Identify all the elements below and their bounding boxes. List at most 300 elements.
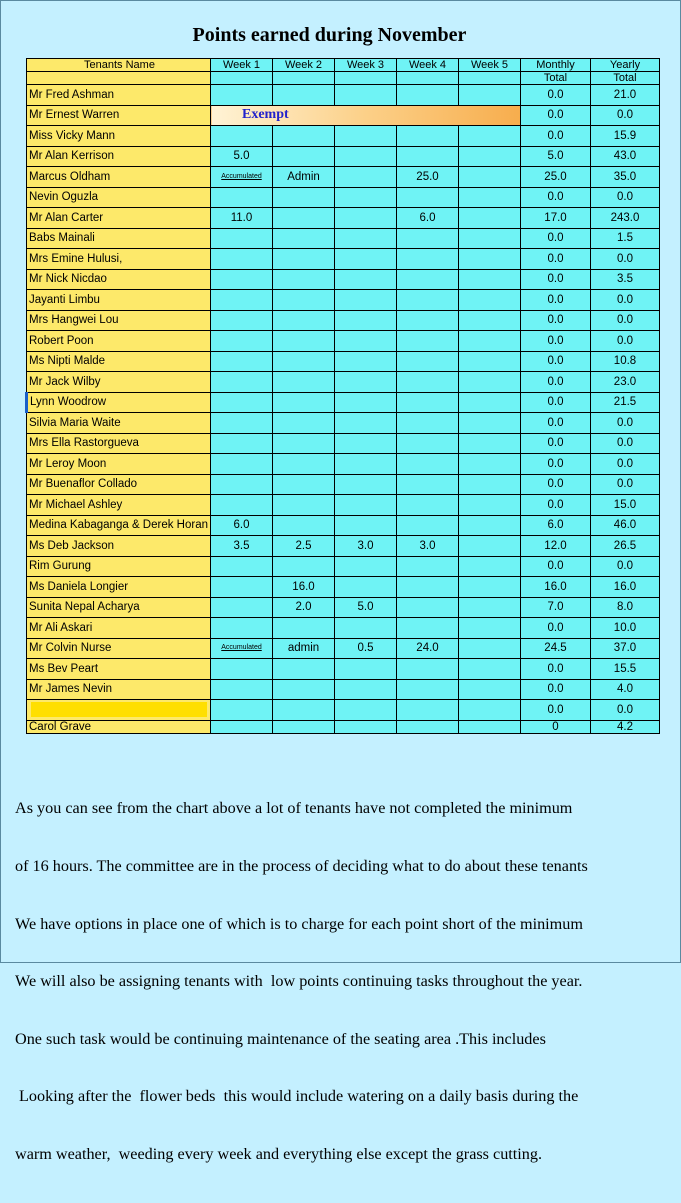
week-1-cell[interactable] (211, 126, 273, 147)
week-3-cell[interactable] (335, 167, 397, 188)
week-4-cell[interactable] (397, 413, 459, 434)
monthly-total-cell[interactable]: 12.0 (521, 536, 591, 557)
week-4-cell[interactable] (397, 310, 459, 331)
week-1-cell[interactable] (211, 351, 273, 372)
week-5-cell[interactable] (459, 85, 521, 106)
yearly-total-cell[interactable]: 0.0 (591, 187, 660, 208)
week-2-cell[interactable] (273, 556, 335, 577)
monthly-total-cell[interactable]: 16.0 (521, 577, 591, 598)
monthly-total-cell[interactable]: 0.0 (521, 126, 591, 147)
week-3-cell[interactable] (335, 228, 397, 249)
week-3-cell[interactable] (335, 392, 397, 413)
week-2-cell[interactable] (273, 331, 335, 352)
week-3-cell[interactable] (335, 208, 397, 229)
week-1-cell[interactable] (211, 392, 273, 413)
yearly-total-cell[interactable]: 8.0 (591, 597, 660, 618)
week-3-cell[interactable] (335, 269, 397, 290)
week-4-cell[interactable] (397, 372, 459, 393)
week-2-cell[interactable] (273, 495, 335, 516)
yearly-total-cell[interactable]: 10.8 (591, 351, 660, 372)
yearly-total-cell[interactable]: 4.0 (591, 679, 660, 700)
tenant-name-cell[interactable]: Mr Colvin Nurse (27, 638, 211, 659)
week-3-cell[interactable] (335, 618, 397, 639)
week-4-cell[interactable] (397, 146, 459, 167)
week-5-cell[interactable] (459, 228, 521, 249)
week-2-cell[interactable] (273, 310, 335, 331)
table-row (27, 85, 660, 106)
table-row (27, 208, 660, 229)
week-2-cell[interactable] (273, 720, 335, 733)
week-4-cell[interactable] (397, 454, 459, 475)
tenant-name-cell[interactable]: Carol Grave (27, 720, 211, 733)
monthly-total-cell[interactable]: 25.0 (521, 167, 591, 188)
week-4-cell[interactable] (397, 659, 459, 680)
week-1-cell[interactable] (211, 618, 273, 639)
table-row (27, 187, 660, 208)
monthly-total-cell[interactable]: 0.0 (521, 105, 591, 126)
week-4-cell[interactable] (397, 228, 459, 249)
monthly-total-cell[interactable]: 0.0 (521, 372, 591, 393)
header-monthly: Monthly (521, 59, 591, 72)
tenant-name-cell[interactable]: Ms Deb Jackson (27, 536, 211, 557)
week-4-cell[interactable] (397, 556, 459, 577)
yearly-total-cell[interactable]: 15.9 (591, 126, 660, 147)
week-2-cell[interactable] (273, 290, 335, 311)
week-4-cell[interactable] (397, 433, 459, 454)
week-3-cell[interactable] (335, 85, 397, 106)
week-2-cell[interactable] (273, 269, 335, 290)
week-2-cell[interactable] (273, 85, 335, 106)
header-blank-cell (335, 72, 397, 85)
monthly-total-cell[interactable]: 24.5 (521, 638, 591, 659)
week-5-cell[interactable] (459, 351, 521, 372)
header-tenants-name: Tenants Name (27, 59, 211, 72)
tenant-name-cell[interactable]: Mrs Ella Rastorgueva (27, 433, 211, 454)
explanation-paragraph (15, 761, 681, 1203)
monthly-total-cell[interactable]: 0.0 (521, 249, 591, 270)
yearly-total-cell[interactable]: 0.0 (591, 290, 660, 311)
tenant-name-cell[interactable]: Mr Ernest Warren (27, 105, 211, 126)
week-1-cell[interactable] (211, 228, 273, 249)
week-3-cell[interactable] (335, 351, 397, 372)
week-3-cell[interactable] (335, 249, 397, 270)
week-1-cell[interactable] (211, 249, 273, 270)
week-3-cell[interactable] (335, 290, 397, 311)
week-5-cell[interactable] (459, 495, 521, 516)
table-row (27, 597, 660, 618)
table-row (27, 720, 660, 733)
table-row (27, 618, 660, 639)
week-2-cell[interactable] (273, 146, 335, 167)
yearly-total-cell[interactable]: 0.0 (591, 331, 660, 352)
paragraph-line: of 16 hours. The committee are in the process of deciding what to do about these tenants (15, 857, 588, 876)
week-3-cell[interactable]: 0.5 (335, 638, 397, 659)
week-1-cell[interactable] (211, 454, 273, 475)
week-3-cell[interactable] (335, 146, 397, 167)
week-1-cell[interactable] (211, 372, 273, 393)
tenant-name-cell[interactable]: Mr Jack Wilby (27, 372, 211, 393)
week-5-cell[interactable] (459, 167, 521, 188)
week-5-cell[interactable] (459, 474, 521, 495)
tenant-name-cell[interactable]: Jayanti Limbu (27, 290, 211, 311)
week-5-cell[interactable] (459, 577, 521, 598)
week-4-cell[interactable] (397, 331, 459, 352)
monthly-total-cell[interactable]: 0.0 (521, 331, 591, 352)
tenant-name-cell[interactable]: Miss Vicky Mann (27, 126, 211, 147)
yearly-total-cell[interactable]: 0.0 (591, 413, 660, 434)
week-1-cell[interactable] (211, 679, 273, 700)
tenant-name-cell[interactable]: Robert Poon (27, 331, 211, 352)
yearly-total-cell[interactable]: 16.0 (591, 577, 660, 598)
monthly-total-cell[interactable]: 0.0 (521, 556, 591, 577)
week-4-cell[interactable]: 6.0 (397, 208, 459, 229)
monthly-total-cell[interactable]: 0.0 (521, 454, 591, 475)
week-2-cell[interactable] (273, 413, 335, 434)
week-4-cell[interactable] (397, 269, 459, 290)
week-4-cell[interactable] (397, 700, 459, 721)
header-yearly-total: Total (591, 72, 660, 85)
header-week-4: Week 4 (397, 59, 459, 72)
week-4-cell[interactable] (397, 351, 459, 372)
header-blank-cell (27, 72, 211, 85)
header-blank-cell (211, 72, 273, 85)
week-2-cell[interactable] (273, 187, 335, 208)
yearly-total-cell[interactable]: 0.0 (591, 454, 660, 475)
week-3-cell[interactable] (335, 454, 397, 475)
week-5-cell[interactable] (459, 679, 521, 700)
tenant-name-cell[interactable]: Lynn Woodrow (27, 392, 211, 413)
tenant-name-cell[interactable]: Mr Alan Kerrison (27, 146, 211, 167)
table-row (27, 433, 660, 454)
header-row-2 (27, 72, 660, 85)
monthly-total-cell[interactable]: 0.0 (521, 474, 591, 495)
week-3-cell[interactable] (335, 700, 397, 721)
highlighted-empty-name (31, 702, 207, 717)
tenant-name-cell[interactable]: Mr Buenaflor Collado (27, 474, 211, 495)
week-5-cell[interactable] (459, 536, 521, 557)
yearly-total-cell[interactable]: 1.5 (591, 228, 660, 249)
week-2-cell[interactable] (273, 208, 335, 229)
week-4-cell[interactable] (397, 577, 459, 598)
week-3-cell[interactable] (335, 577, 397, 598)
week-5-cell[interactable] (459, 638, 521, 659)
yearly-total-cell[interactable]: 0.0 (591, 474, 660, 495)
monthly-total-cell[interactable]: 0.0 (521, 290, 591, 311)
week-3-cell[interactable] (335, 515, 397, 536)
week-3-cell[interactable] (335, 187, 397, 208)
week-5-cell[interactable] (459, 659, 521, 680)
week-5-cell[interactable] (459, 392, 521, 413)
yearly-total-cell[interactable]: 43.0 (591, 146, 660, 167)
yearly-total-cell[interactable]: 46.0 (591, 515, 660, 536)
week-5-cell[interactable] (459, 146, 521, 167)
week-3-cell[interactable] (335, 413, 397, 434)
week-1-cell[interactable] (211, 331, 273, 352)
monthly-total-cell[interactable]: 0.0 (521, 700, 591, 721)
yearly-total-cell[interactable]: 4.2 (591, 720, 660, 733)
week-1-cell[interactable] (211, 85, 273, 106)
monthly-total-cell[interactable]: 0.0 (521, 228, 591, 249)
week-2-cell[interactable] (273, 228, 335, 249)
table-row (27, 249, 660, 270)
week-1-cell[interactable] (211, 720, 273, 733)
tenant-name-cell[interactable]: Rim Gurung (27, 556, 211, 577)
yearly-total-cell[interactable]: 26.5 (591, 536, 660, 557)
table-row (27, 372, 660, 393)
yearly-total-cell[interactable]: 35.0 (591, 167, 660, 188)
week-5-cell[interactable] (459, 208, 521, 229)
week-1-cell[interactable]: 3.5 (211, 536, 273, 557)
week-4-cell[interactable] (397, 495, 459, 516)
week-5-cell[interactable] (459, 187, 521, 208)
week-4-cell[interactable] (397, 474, 459, 495)
monthly-total-cell[interactable]: 0.0 (521, 187, 591, 208)
tenant-name-cell[interactable] (27, 700, 211, 721)
week-3-cell[interactable] (335, 310, 397, 331)
week-2-cell[interactable]: 2.0 (273, 597, 335, 618)
monthly-total-cell[interactable]: 0.0 (521, 351, 591, 372)
tenant-name-cell[interactable]: Medina Kabaganga & Derek Horan (27, 515, 211, 536)
tenant-name-cell[interactable]: Mrs Emine Hulusi, (27, 249, 211, 270)
yearly-total-cell[interactable]: 21.0 (591, 85, 660, 106)
monthly-total-cell[interactable]: 0.0 (521, 413, 591, 434)
week-4-cell[interactable] (397, 187, 459, 208)
monthly-total-cell[interactable]: 5.0 (521, 146, 591, 167)
week-4-cell[interactable] (397, 618, 459, 639)
week-4-cell[interactable] (397, 679, 459, 700)
week-5-cell[interactable] (459, 290, 521, 311)
week-4-cell[interactable]: 24.0 (397, 638, 459, 659)
week-4-cell[interactable] (397, 290, 459, 311)
tenant-name-cell[interactable]: Babs Mainali (27, 228, 211, 249)
table-row (27, 474, 660, 495)
week-3-cell[interactable] (335, 433, 397, 454)
week-1-cell[interactable]: 5.0 (211, 146, 273, 167)
week-4-cell[interactable] (397, 392, 459, 413)
header-blank-cell (273, 72, 335, 85)
week-5-cell[interactable] (459, 269, 521, 290)
week-1-cell[interactable] (211, 413, 273, 434)
week-3-cell[interactable] (335, 720, 397, 733)
week-4-cell[interactable] (397, 85, 459, 106)
header-row (27, 59, 660, 72)
monthly-total-cell[interactable]: 0.0 (521, 679, 591, 700)
week-2-cell[interactable] (273, 454, 335, 475)
week-1-cell[interactable] (211, 700, 273, 721)
week-1-cell[interactable] (211, 659, 273, 680)
yearly-total-cell[interactable]: 21.5 (591, 392, 660, 413)
points-table (25, 58, 660, 734)
table-row (27, 146, 660, 167)
week-2-cell[interactable] (273, 700, 335, 721)
table-row (27, 392, 660, 413)
tenant-name-cell[interactable]: Mr James Nevin (27, 679, 211, 700)
week-2-cell[interactable] (273, 679, 335, 700)
yearly-total-cell[interactable]: 0.0 (591, 433, 660, 454)
week-4-cell[interactable] (397, 126, 459, 147)
week-2-cell[interactable] (273, 126, 335, 147)
tenant-name-cell[interactable]: Mr Nick Nicdao (27, 269, 211, 290)
week-5-cell[interactable] (459, 720, 521, 733)
yearly-total-cell[interactable]: 0.0 (591, 105, 660, 126)
monthly-total-cell[interactable]: 0.0 (521, 433, 591, 454)
week-4-cell[interactable] (397, 597, 459, 618)
tenant-name-cell[interactable]: Sunita Nepal Acharya (27, 597, 211, 618)
tenant-name-cell[interactable]: Ms Daniela Longier (27, 577, 211, 598)
week-4-cell[interactable] (397, 515, 459, 536)
yearly-total-cell[interactable]: 23.0 (591, 372, 660, 393)
yearly-total-cell[interactable]: 37.0 (591, 638, 660, 659)
week-5-cell[interactable] (459, 310, 521, 331)
week-4-cell[interactable]: 25.0 (397, 167, 459, 188)
table-row (27, 351, 660, 372)
tenant-name-cell[interactable]: Ms Bev Peart (27, 659, 211, 680)
paragraph-line: We will also be assigning tenants with low points continuing tasks throughout the year. (15, 972, 583, 991)
week-1-cell[interactable] (211, 187, 273, 208)
week-2-cell[interactable] (273, 433, 335, 454)
tenant-name-cell[interactable]: Mr Leroy Moon (27, 454, 211, 475)
week-2-cell[interactable] (273, 515, 335, 536)
week-1-cell[interactable]: Accumulated (211, 638, 273, 659)
table-row (27, 269, 660, 290)
table-row (27, 638, 660, 659)
table-row (27, 310, 660, 331)
week-2-cell[interactable] (273, 618, 335, 639)
week-1-cell[interactable]: Accumulated (211, 167, 273, 188)
yearly-total-cell[interactable]: 0.0 (591, 556, 660, 577)
table-row (27, 167, 660, 188)
week-5-cell[interactable] (459, 515, 521, 536)
monthly-total-cell[interactable]: 0.0 (521, 618, 591, 639)
week-4-cell[interactable] (397, 720, 459, 733)
tenant-name-cell[interactable]: Nevin Oguzla (27, 187, 211, 208)
week-1-cell[interactable] (211, 474, 273, 495)
yearly-total-cell[interactable]: 0.0 (591, 249, 660, 270)
paragraph-line: We have options in place one of which is to charge for each point short of the minimum (15, 914, 583, 933)
week-5-cell[interactable] (459, 454, 521, 475)
week-2-cell[interactable]: 2.5 (273, 536, 335, 557)
week-5-cell[interactable] (459, 597, 521, 618)
week-1-cell[interactable] (211, 597, 273, 618)
week-2-cell[interactable]: Admin (273, 167, 335, 188)
week-4-cell[interactable] (397, 249, 459, 270)
header-monthly-total: Total (521, 72, 591, 85)
week-2-cell[interactable] (273, 659, 335, 680)
yearly-total-cell[interactable]: 3.5 (591, 269, 660, 290)
table-row (27, 413, 660, 434)
tenant-name-cell[interactable]: Mr Michael Ashley (27, 495, 211, 516)
monthly-total-cell[interactable]: 0.0 (521, 269, 591, 290)
tenant-name-cell[interactable]: Ms Nipti Malde (27, 351, 211, 372)
monthly-total-cell[interactable]: 6.0 (521, 515, 591, 536)
tenant-name-cell[interactable]: Mrs Hangwei Lou (27, 310, 211, 331)
yearly-total-cell[interactable]: 15.5 (591, 659, 660, 680)
week-5-cell[interactable] (459, 433, 521, 454)
week-2-cell[interactable] (273, 372, 335, 393)
tenant-name-cell[interactable]: Mr Fred Ashman (27, 85, 211, 106)
week-3-cell[interactable] (335, 659, 397, 680)
week-3-cell[interactable]: 5.0 (335, 597, 397, 618)
week-1-cell[interactable] (211, 495, 273, 516)
week-5-cell[interactable] (459, 126, 521, 147)
week-4-cell[interactable]: 3.0 (397, 536, 459, 557)
week-2-cell[interactable]: 16.0 (273, 577, 335, 598)
monthly-total-cell[interactable]: 0.0 (521, 495, 591, 516)
page-title: Points earned during November (192, 24, 467, 46)
header-week-1: Week 1 (211, 59, 273, 72)
header-blank-cell (397, 72, 459, 85)
week-5-cell[interactable] (459, 700, 521, 721)
week-5-cell[interactable] (459, 413, 521, 434)
table-row (27, 659, 660, 680)
week-1-cell[interactable] (211, 269, 273, 290)
week-5-cell[interactable] (459, 556, 521, 577)
week-1-cell[interactable]: 11.0 (211, 208, 273, 229)
monthly-total-cell[interactable]: 0.0 (521, 392, 591, 413)
table-row (27, 679, 660, 700)
week-3-cell[interactable] (335, 372, 397, 393)
monthly-total-cell[interactable]: 0 (521, 720, 591, 733)
table-row (27, 515, 660, 536)
paragraph-line: Looking after the flower beds this would include watering on a daily basis during the (15, 1087, 579, 1106)
tenant-name-cell[interactable]: Marcus Oldham (27, 167, 211, 188)
tenant-name-cell[interactable]: Silvia Maria Waite (27, 413, 211, 434)
monthly-total-cell[interactable]: 7.0 (521, 597, 591, 618)
paragraph-line: One such task would be continuing maintenance of the seating area .This includes (15, 1029, 546, 1048)
paragraph-line: warm weather, weeding every week and everything else except the grass cutting. (15, 1145, 543, 1164)
week-3-cell[interactable] (335, 474, 397, 495)
tenant-name-cell[interactable]: Mr Ali Askari (27, 618, 211, 639)
week-1-cell[interactable] (211, 310, 273, 331)
week-1-cell[interactable] (211, 577, 273, 598)
yearly-total-cell[interactable]: 10.0 (591, 618, 660, 639)
week-3-cell[interactable] (335, 495, 397, 516)
exempt-badge: Exempt (211, 105, 521, 126)
week-3-cell[interactable]: 3.0 (335, 536, 397, 557)
yearly-total-cell[interactable]: 243.0 (591, 208, 660, 229)
yearly-total-cell[interactable]: 15.0 (591, 495, 660, 516)
week-2-cell[interactable] (273, 392, 335, 413)
week-5-cell[interactable] (459, 618, 521, 639)
header-week-2: Week 2 (273, 59, 335, 72)
week-2-cell[interactable]: admin (273, 638, 335, 659)
week-3-cell[interactable] (335, 126, 397, 147)
monthly-total-cell[interactable]: 0.0 (521, 85, 591, 106)
table-row (27, 454, 660, 475)
monthly-total-cell[interactable]: 0.0 (521, 659, 591, 680)
week-5-cell[interactable] (459, 372, 521, 393)
week-2-cell[interactable] (273, 474, 335, 495)
week-3-cell[interactable] (335, 331, 397, 352)
monthly-total-cell[interactable]: 17.0 (521, 208, 591, 229)
week-1-cell[interactable] (211, 290, 273, 311)
week-5-cell[interactable] (459, 249, 521, 270)
tenant-name-cell[interactable]: Mr Alan Carter (27, 208, 211, 229)
week-1-cell[interactable]: 6.0 (211, 515, 273, 536)
week-1-cell[interactable] (211, 556, 273, 577)
week-1-cell[interactable] (211, 433, 273, 454)
week-2-cell[interactable] (273, 351, 335, 372)
week-3-cell[interactable] (335, 679, 397, 700)
week-2-cell[interactable] (273, 249, 335, 270)
table-row (27, 700, 660, 721)
yearly-total-cell[interactable]: 0.0 (591, 310, 660, 331)
week-3-cell[interactable] (335, 556, 397, 577)
monthly-total-cell[interactable]: 0.0 (521, 310, 591, 331)
header-yearly: Yearly (591, 59, 660, 72)
yearly-total-cell[interactable]: 0.0 (591, 700, 660, 721)
week-5-cell[interactable] (459, 331, 521, 352)
